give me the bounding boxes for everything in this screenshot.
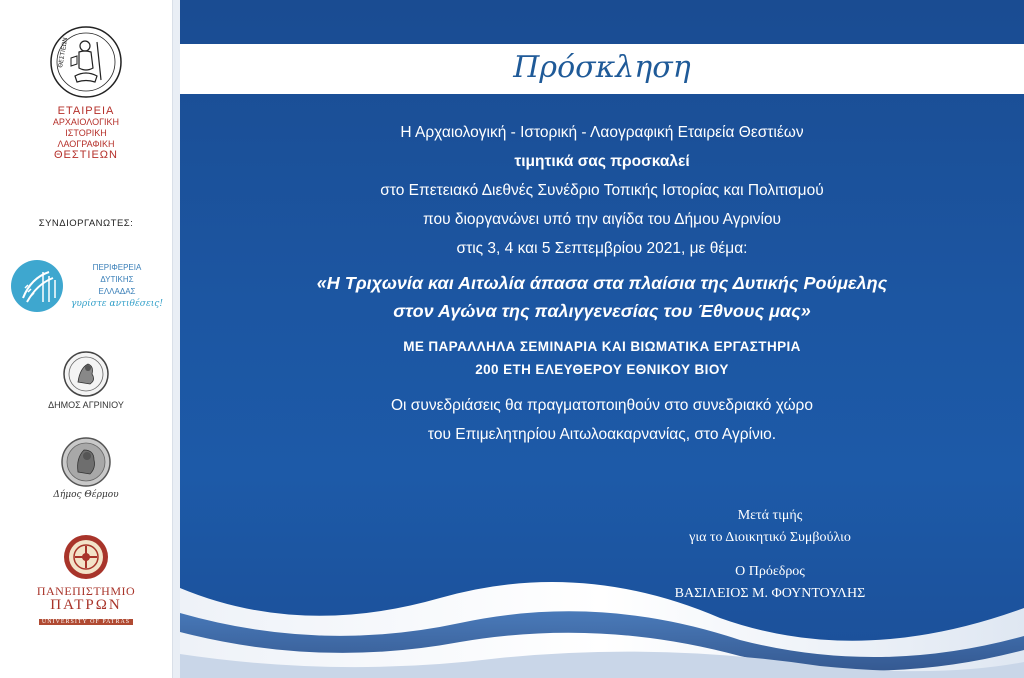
invitation-body (180, 118, 1024, 449)
sign-role: Ο Πρόεδρος (735, 564, 805, 579)
university-seal-icon (63, 534, 109, 580)
anniversary-line: 200 ΕΤΗ ΕΛΕΥΘΕΡΟΥ ΕΘΝΙΚΟΥ ΒΙΟΥ (475, 362, 729, 377)
coin-icon (60, 436, 112, 488)
coorganizers-label: ΣΥΝΔΙΟΡΓΑΝΩΤΕΣ: (38, 218, 134, 229)
venue-line: Οι συνεδριάσεις θα πραγματοποιηθούν στο συνεδριακό χώρο (391, 397, 813, 414)
svg-text:ΘΕΣΤΙΕΩΝ: ΘΕΣΤΙΕΩΝ (57, 36, 70, 69)
society-name (0, 106, 172, 161)
region-line: ΕΛΛΑΔΑΣ (98, 287, 136, 296)
region-emblem-icon (9, 258, 65, 314)
invite-line: τιμητικά σας προσκαλεί (514, 153, 690, 170)
sign-board: για το Διοικητικό Συμβούλιο (689, 530, 851, 545)
dates-line: στις 3, 4 και 5 Σεπτεμβρίου 2021, με θέμα: (456, 240, 748, 257)
society-logo (0, 24, 172, 100)
region-slogan: γυρίστε αντιθέσεις! (71, 299, 163, 309)
sign-name: ΒΑΣΙΛΕΙΟΣ Μ. ΦΟΥΝΤΟΥΛΗΣ (674, 586, 866, 601)
theme-line: στον Αγώνα της παλιγγενεσίας του Έθνους μας» (393, 301, 811, 321)
title-band (180, 44, 1024, 94)
seminars-line: ΜΕ ΠΑΡΑΛΛΗΛΑ ΣΕΜΙΝΑΡΙΑ ΚΑΙ ΒΙΩΜΑΤΙΚΑ ΕΡΓΑΣΤΗΡΙΑ (403, 339, 801, 354)
thermo-caption: Δήμος Θέρμου (53, 490, 119, 500)
society-name-line: ΙΣΤΟΡΙΚΗ (65, 128, 107, 138)
sidebar (0, 0, 172, 678)
society-name-line: ΛΑΟΓΡΑΦΙΚΗ (57, 139, 115, 149)
region-logo (0, 258, 172, 314)
university-line: ΠΑΤΡΩΝ (50, 597, 122, 613)
university-line: UNIVERSITY OF PATRAS (39, 619, 133, 625)
intro-line: Η Αρχαιολογική - Ιστορική - Λαογραφική Εταιρεία Θεστιέων (400, 124, 804, 141)
coin-icon (62, 350, 110, 398)
university-logo (0, 534, 172, 629)
region-line: ΔΥΤΙΚΗΣ (100, 275, 134, 284)
university-name (37, 584, 135, 629)
society-name-line: ΕΤΑΙΡΕΙΑ (57, 105, 115, 117)
agrinio-logo (0, 350, 172, 410)
agrinio-caption: ΔΗΜΟΣ ΑΓΡΙΝΙΟΥ (48, 400, 124, 410)
region-name (71, 262, 163, 310)
thermo-logo (0, 436, 172, 500)
university-line: ΠΑΝΕΠΙΣΤΗΜΙΟ (36, 584, 136, 598)
theme-line: «Η Τριχωνία και Αιτωλία άπασα στα πλαίσια της Δυτικής Ρούμελης (316, 273, 888, 293)
invitation-panel (180, 0, 1024, 678)
auspices-line: που διοργανώνει υπό την αιγίδα του Δήμου Αγρινίου (422, 211, 781, 228)
flag-wave-decoration (180, 558, 1024, 678)
society-name-line: ΘΕΣΤΙΕΩΝ (54, 149, 118, 161)
seal-icon (49, 24, 123, 100)
region-line: ΠΕΡΙΦΕΡΕΙΑ (92, 263, 142, 272)
venue-line: του Επιμελητηρίου Αιτωλοακαρνανίας, στο Αγρίνιο. (427, 426, 777, 443)
sign-regards: Μετά τιμής (737, 508, 803, 523)
society-name-line: ΑΡΧΑΙΟΛΟΓΙΚΗ (52, 117, 120, 127)
event-line: στο Επετειακό Διεθνές Συνέδριο Τοπικής Ιστορίας και Πολιτισμού (380, 182, 824, 199)
invitation-title: Πρόσκληση (513, 50, 691, 85)
